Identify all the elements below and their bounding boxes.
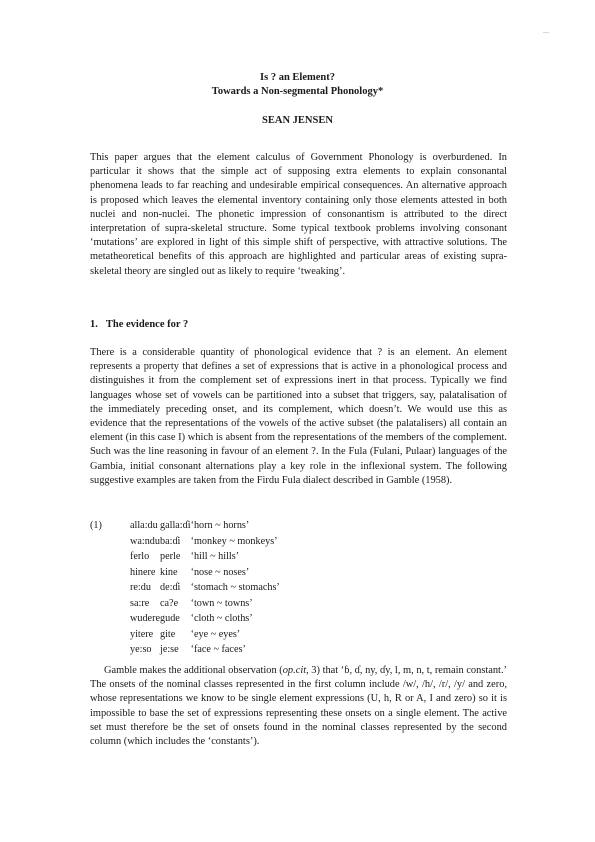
gloss: ‘horn ~ horns’ [190, 520, 250, 531]
gloss: ‘monkey ~ monkeys’ [190, 535, 278, 547]
example-row [130, 534, 280, 550]
body-paragraph-2 [90, 664, 507, 749]
section-number: 1. [90, 319, 98, 330]
gloss: ‘hill ~ hills’ [190, 551, 240, 562]
title-block [0, 71, 595, 126]
plural-form: je:se [160, 644, 179, 655]
singular-form: wa:ndu [130, 535, 160, 547]
singular-form: sa:re [130, 597, 150, 609]
body-paragraph-2-part2: , 3) that ‘ɓ, ɗ, ny, ɗy, l, m, n, t, remain constant.’ The onsets of the nominal classes represented in the first column include /w/, /h/, /r/, /y/ and zero, whose representations we know to be single element expressions (U, h, R or A, I and zero) so it is impossible to base the set of expressions representing these onsets on a single element. The active set must therefore be the set of onsets found in the nominal classes represented by the second column (which includes the ‘constants’). [90, 665, 508, 748]
abstract: This paper argues that the element calculus of Government Phonology is overburdened. In particular it shows that the simple act of supposing extra elements to explain consonantal phenomena leads to far reaching and undesirable empirical consequences. An alternative approach is proposed which leaves the elemental inventory containing only those elements attested in both nuclei and non-nuclei. The phonetic impression of consonantism is attributed to the direct interpretation of supra-skeletal structure. Some typical textbook problems involving consonant ‘mutations’ are explored in light of this simple shift of perspective, with attractive solutions. The metatheoretical benefits of this approach are highlighted and particular areas of existing supra-skeletal theory are singled out as likely to require ‘tweaking’. [90, 152, 507, 277]
body-paragraph-1: There is a considerable quantity of phonological evidence that ? is an element. An element represents a property that defines a set of expressions that is active in a phonological process and distinguishes it from the complement set of expressions inert in that process. Typically we find languages whose set of vowels can be partitioned into a subset that triggers, say, palatalisation of the immediately preceding onset, and its complement, which doesn’t. We would use this as evidence that the representations of the vowels of the active subset (the palatalisers) all contain an element (in this case I) which is absent from the representations of the members of the complement. Such was the line reasoning in favour of an element ?. In the Fula (Fulani, Pulaar) languages of the Gambia, initial consonant alternations play a key role in the inflexional system. The following suggestive examples are taken from the Firdu Fula dialect described in Gamble (1958). [90, 347, 507, 486]
paper-title: Is ? an Element? [260, 72, 335, 83]
example-row [130, 580, 280, 596]
gloss: ‘stomach ~ stomachs’ [190, 582, 280, 593]
example-row [130, 596, 280, 612]
singular-form: re:du [130, 582, 151, 593]
singular-form: ferlo [130, 551, 150, 562]
example-row [130, 642, 280, 658]
plural-form: perle [160, 551, 181, 562]
section-heading [90, 319, 188, 330]
example-row [130, 565, 280, 581]
singular-form: ye:so [130, 644, 152, 655]
example-row [130, 627, 280, 643]
example-row [130, 549, 280, 565]
plural-form: gite [160, 628, 176, 640]
plural-form: kine [160, 566, 178, 578]
singular-form: yitere [130, 628, 154, 640]
example-number: (1) [90, 520, 102, 531]
body-paragraph-2-part1: Gamble makes the additional observation ( [104, 665, 283, 676]
singular-form: alla:du [130, 520, 158, 531]
plural-form: ca?e [160, 597, 179, 609]
gloss: ‘cloth ~ cloths’ [190, 613, 253, 624]
page-number: ... [543, 26, 549, 35]
paper-subtitle: Towards a Non-segmental Phonology* [211, 86, 384, 97]
plural-form: galla:ɗi [160, 520, 191, 531]
example-row [130, 611, 280, 627]
plural-form: gude [160, 613, 180, 624]
author-name: SEAN JENSEN [262, 115, 333, 126]
singular-form: wudere [130, 613, 160, 624]
section-title: The evidence for ? [105, 319, 189, 330]
example-table [130, 518, 280, 658]
example-row [130, 518, 280, 534]
citation: op.cit [282, 665, 307, 676]
gloss: ‘face ~ faces’ [190, 644, 246, 655]
gloss: ‘nose ~ noses’ [190, 566, 250, 578]
singular-form: hinere [130, 566, 156, 578]
gloss: ‘town ~ towns’ [190, 597, 253, 609]
plural-form: ba:ɗi [160, 535, 181, 547]
gloss: ‘eye ~ eyes’ [190, 628, 241, 640]
plural-form: de:ɗi [160, 582, 181, 593]
